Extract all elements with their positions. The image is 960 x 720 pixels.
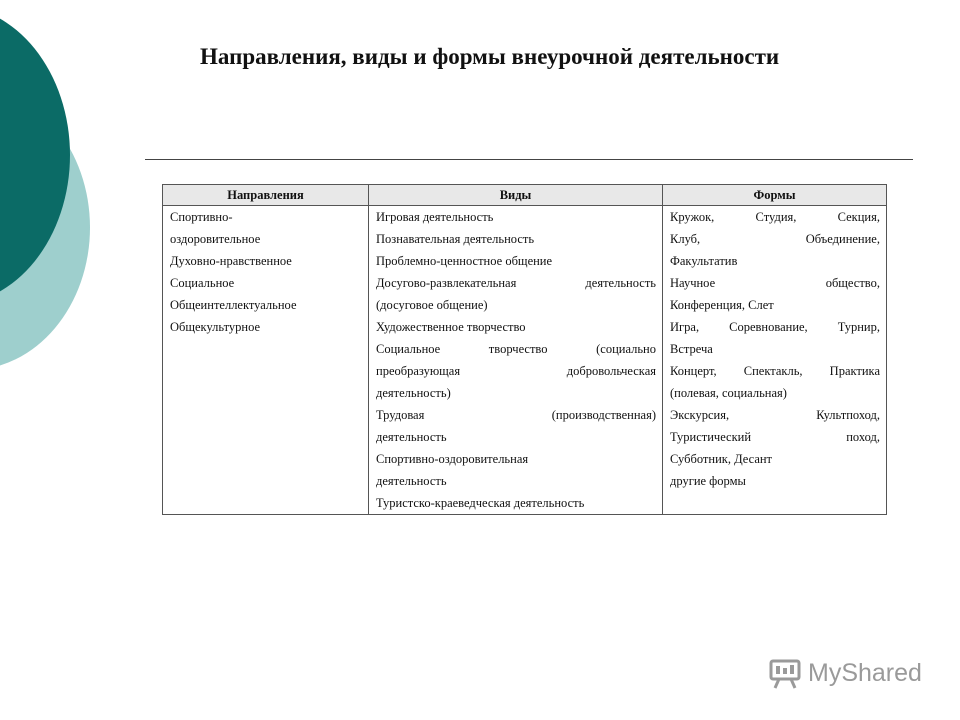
form-line: Экскурсия, Культпоход,: [670, 408, 880, 422]
direction-line: Духовно-нравственное: [170, 254, 292, 268]
type-line: Социальное творчество (социально: [376, 342, 656, 356]
type-line: Туристско-краеведческая деятельность: [376, 496, 585, 510]
form-line: Встреча: [670, 342, 713, 356]
activities-table: [162, 184, 887, 515]
table-header-row: [163, 185, 887, 206]
form-line: Концерт, Спектакль, Практика: [670, 364, 880, 378]
form-line: другие формы: [670, 474, 746, 488]
type-line: Трудовая (производственная): [376, 408, 656, 422]
direction-line: Общекультурное: [170, 320, 261, 334]
direction-line: Общеинтеллектуальное: [170, 298, 297, 312]
type-line: Познавательная деятельность: [376, 232, 535, 246]
slide-title: Направления, виды и формы внеурочной деятельности: [200, 44, 780, 69]
direction-line: оздоровительное: [170, 232, 261, 246]
header-directions: Направления: [163, 185, 369, 206]
type-line: Досугово-развлекательная деятельность: [376, 276, 656, 290]
type-line: деятельность: [376, 474, 447, 488]
myshared-logo[interactable]: [768, 656, 922, 690]
form-line: Игра, Соревнование, Турнир,: [670, 320, 880, 334]
header-types: Виды: [369, 185, 663, 206]
form-line: Факультатив: [670, 254, 738, 268]
type-line: Художественное творчество: [376, 320, 526, 334]
form-line: Клуб, Объединение,: [670, 232, 880, 246]
forms-cell: [663, 206, 887, 515]
type-line: Игровая деятельность: [376, 210, 494, 224]
form-line: (полевая, социальная): [670, 386, 787, 400]
type-line: преобразующая добровольческая: [376, 364, 656, 378]
table-row: [163, 206, 887, 515]
types-cell: [369, 206, 663, 515]
type-line: Проблемно-ценностное общение: [376, 254, 553, 268]
header-forms: Формы: [663, 185, 887, 206]
form-line: Субботник, Десант: [670, 452, 773, 466]
form-line: Конференция, Слет: [670, 298, 774, 312]
presentation-board-icon: [768, 656, 802, 690]
form-line: Туристический поход,: [670, 430, 880, 444]
form-line: Научное общество,: [670, 276, 880, 290]
type-line: деятельность: [376, 430, 447, 444]
direction-line: Спортивно-: [170, 210, 233, 224]
type-line: деятельность): [376, 386, 451, 400]
type-line: Спортивно-оздоровительная: [376, 452, 529, 466]
directions-cell: [163, 206, 369, 515]
type-line: (досуговое общение): [376, 298, 488, 312]
logo-text: MyShared: [808, 658, 922, 687]
direction-line: Социальное: [170, 276, 235, 290]
title-divider: [145, 159, 913, 160]
form-line: Кружок, Студия, Секция,: [670, 210, 880, 224]
